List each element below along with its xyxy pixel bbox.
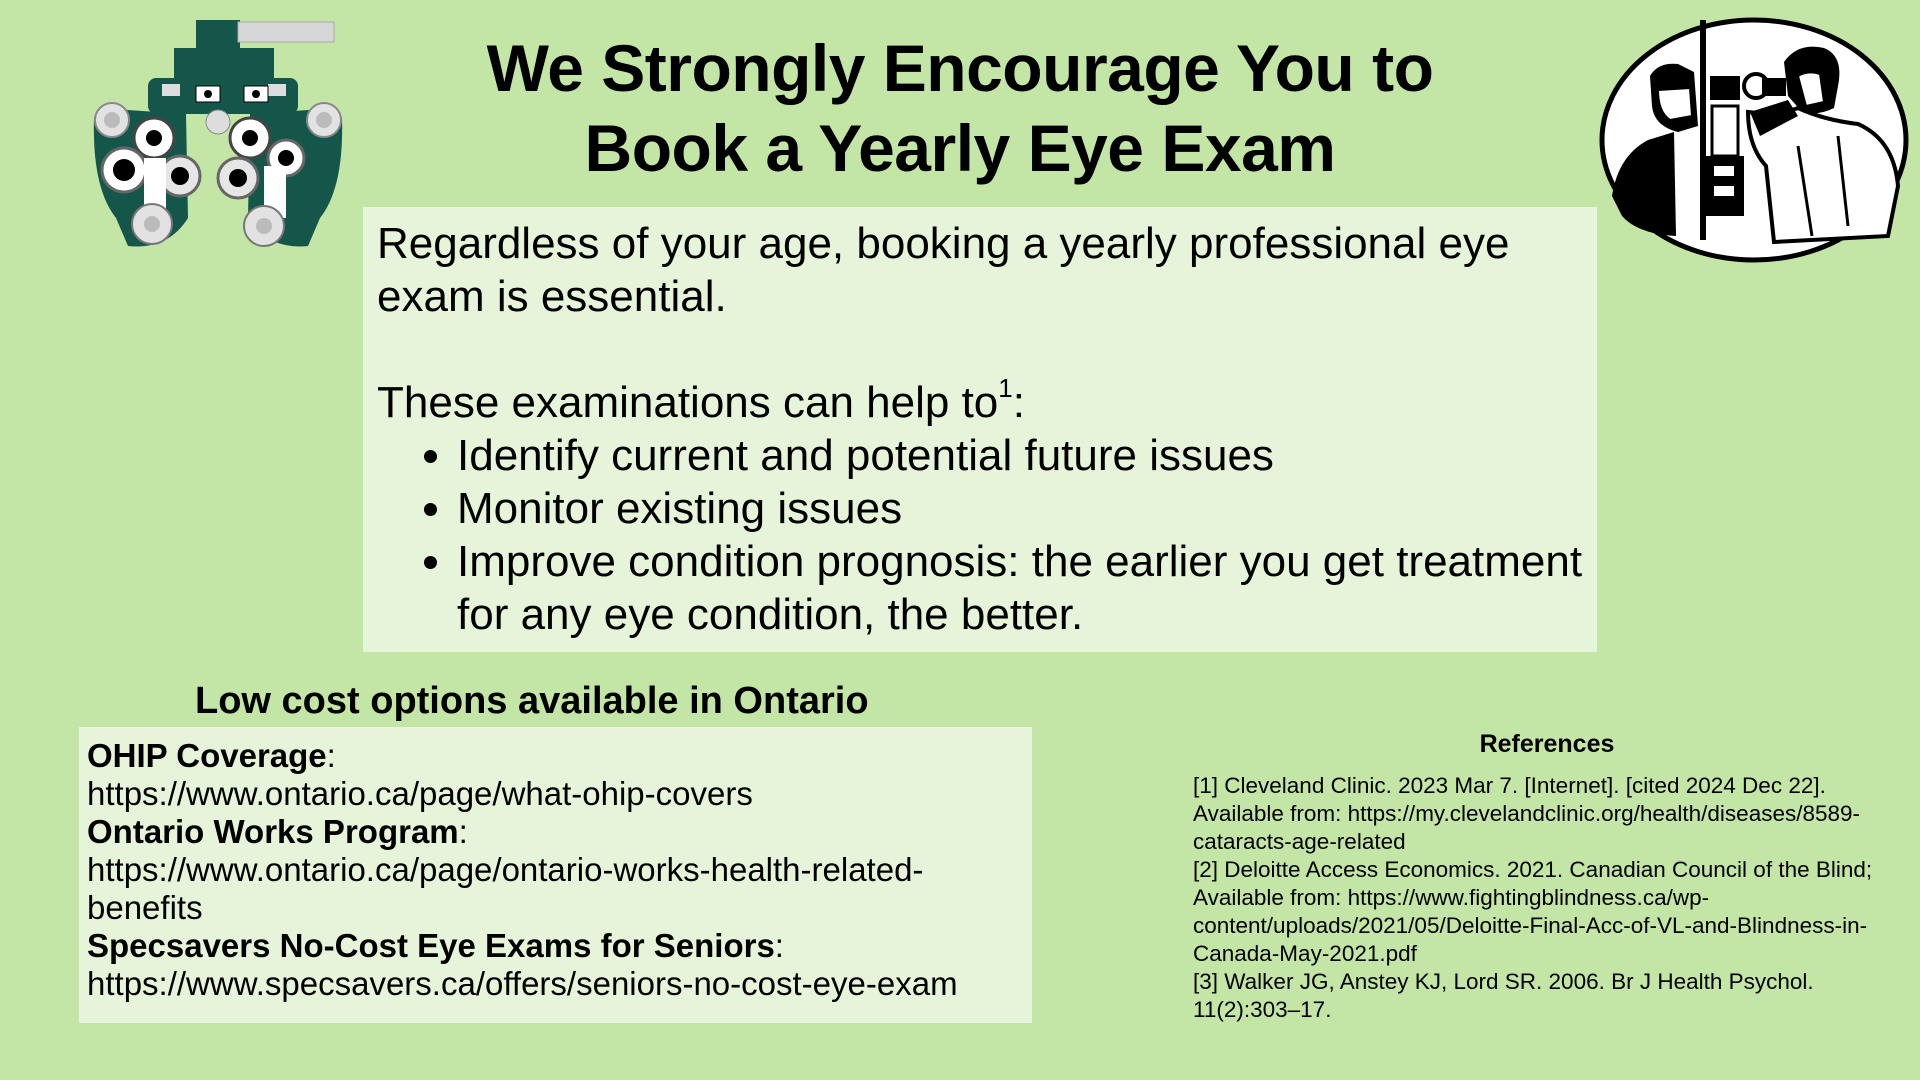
references-list [1193,772,1913,1024]
low-cost-panel [79,727,1032,1023]
intro-lead-text: These examinations can help to [377,378,999,427]
reference-item: [2] Deloitte Access Economics. 2021. Canadian Council of the Blind; Available from: https://www.fightingblindness.ca/wp-content/uploads/2021/05/Deloitte-Final-Acc-of-VL-and-Blindness-in-Canada-May-2021.pdf [1193,857,1873,966]
option-ontario-works: Ontario Works Program: [87,813,468,850]
intro-paragraph: Regardless of your age, booking a yearly professional eye exam is essential. [377,219,1510,321]
intro-lead-colon: : [1012,378,1025,427]
low-cost-heading: Low cost options available in Ontario [195,680,869,722]
reference-item: [3] Walker JG, Anstey KJ, Lord SR. 2006. Br J Health Psychol. 11(2):303–17. [1193,969,1814,1022]
phoropter-icon [88,18,348,250]
option-name: Specsavers No-Cost Eye Exams for Seniors [87,927,775,964]
title-line-2: Book a Yearly Eye Exam [584,111,1336,185]
option-ohip: OHIP Coverage: [87,737,336,774]
option-url-link[interactable]: https://www.specsavers.ca/offers/seniors-no-cost-eye-exam [87,965,958,1002]
option-url-link[interactable]: https://www.ontario.ca/page/ontario-works-health-related-benefits [87,851,924,926]
option-url-link[interactable]: https://www.ontario.ca/page/what-ohip-covers [87,775,753,812]
benefits-list [377,429,1583,641]
list-item: • Monitor existing issues [457,482,1583,535]
spacer [377,323,1583,376]
citation-superscript: 1 [998,373,1013,403]
option-name: Ontario Works Program [87,813,459,850]
list-item: • Improve condition prognosis: the earlier you get treatment for any eye condition, the better. [457,535,1583,641]
page-title [360,28,1560,188]
references-heading: References [1479,730,1615,758]
title-line-1: We Strongly Encourage You to [486,31,1434,105]
list-item: • Identify current and potential future issues [457,429,1583,482]
intro-lead [377,373,1583,429]
eye-exam-illustration-icon [1598,16,1910,266]
option-name: OHIP Coverage [87,737,327,774]
option-specsavers: Specsavers No-Cost Eye Exams for Seniors: [87,927,784,964]
reference-item: [1] Cleveland Clinic. 2023 Mar 7. [Internet]. [cited 2024 Dec 22]. Available from: https://my.clevelandclinic.org/health/diseases/8589-cataracts-age-related [1193,773,1861,854]
info-panel [363,207,1597,652]
